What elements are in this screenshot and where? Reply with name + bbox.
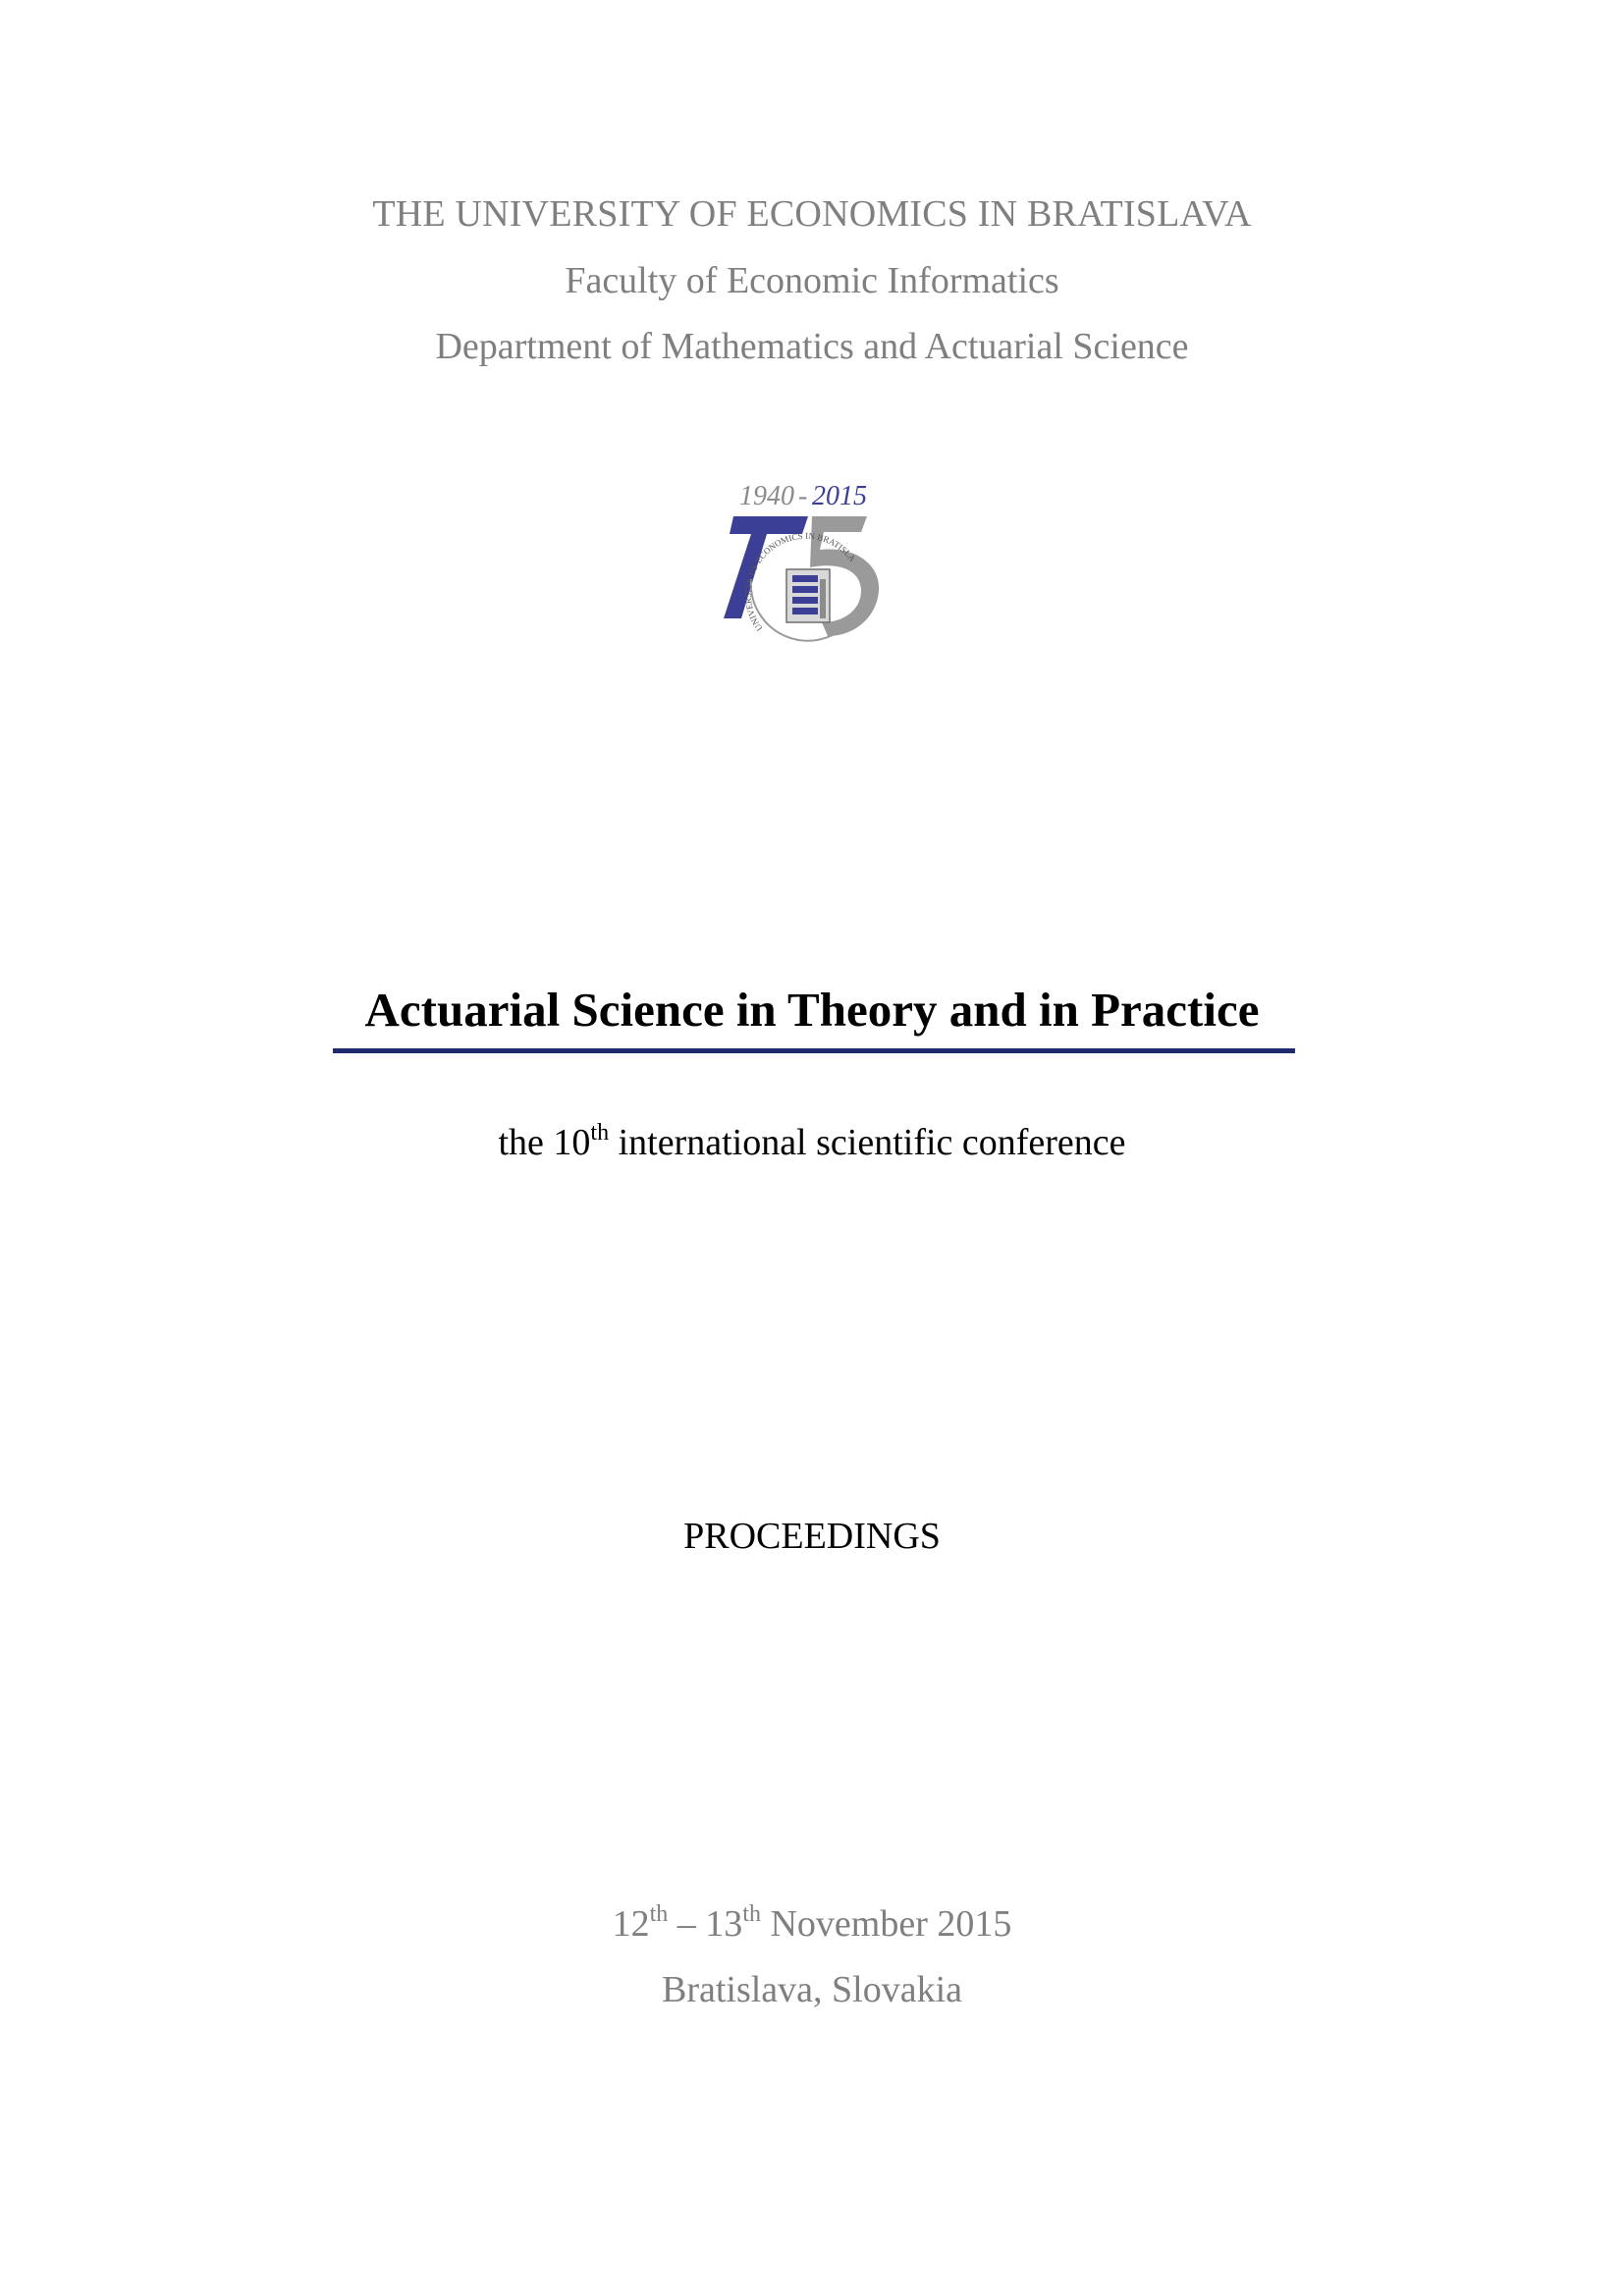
- university-name: THE UNIVERSITY OF ECONOMICS IN BRATISLAVA: [372, 193, 1252, 235]
- conference-location: Bratislava, Slovakia: [661, 1969, 963, 2010]
- title-underline: [333, 1048, 1295, 1053]
- anniversary-logo-graphic: [712, 471, 898, 658]
- conference-subtitle: [0, 1121, 1624, 1164]
- logo-year-start: 1940: [739, 481, 794, 511]
- date-day2-ordinal: th: [742, 1901, 761, 1927]
- date-month-year: November 2015: [760, 1903, 1012, 1945]
- date-separator: –: [668, 1903, 706, 1945]
- subtitle-suffix: international scientific conference: [609, 1122, 1126, 1163]
- document-type: PROCEEDINGS: [683, 1516, 941, 1557]
- department-name: Department of Mathematics and Actuarial Science: [435, 326, 1189, 367]
- date-day2: 13: [705, 1903, 743, 1945]
- anniversary-logo: [712, 471, 898, 658]
- logo-year-end: 2015: [812, 481, 867, 511]
- date-day1-ordinal: th: [649, 1901, 669, 1927]
- logo-year-sep: -: [798, 481, 808, 511]
- logo-building-emblem: [786, 569, 830, 622]
- date-day1: 12: [612, 1903, 650, 1945]
- conference-title: Actuarial Science in Theory and in Practice: [364, 983, 1260, 1037]
- logo-ring-textpath: UNIVERSITY OF ECONOMICS IN BRATISLA: [742, 530, 857, 633]
- faculty-name: Faculty of Economic Informatics: [565, 260, 1059, 301]
- conference-dates: [0, 1902, 1624, 1946]
- subtitle-ordinal: th: [590, 1120, 610, 1146]
- subtitle-prefix: the 10: [498, 1122, 591, 1163]
